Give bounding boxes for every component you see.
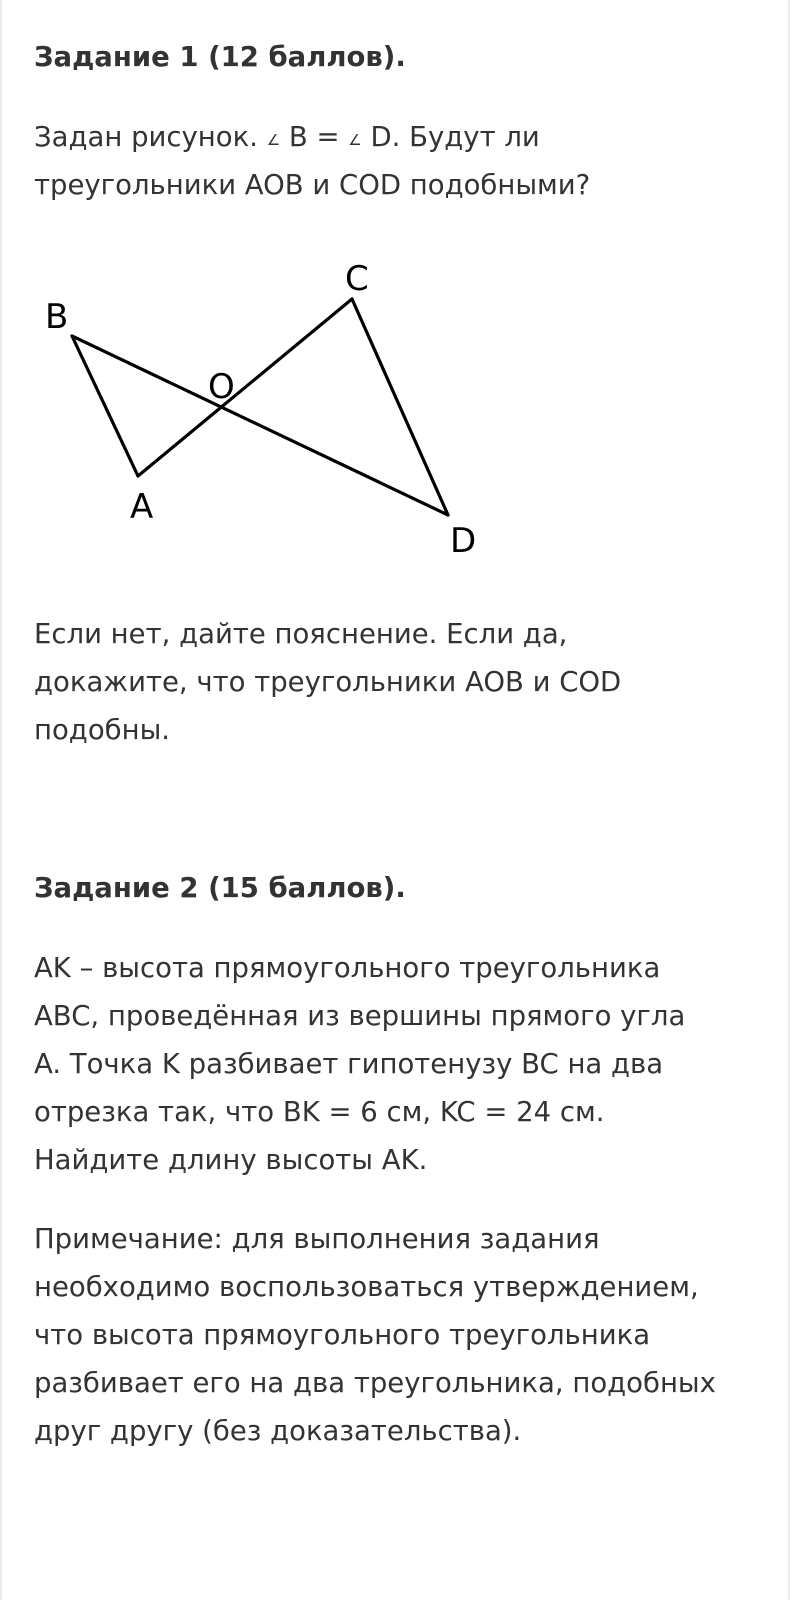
- segment-ba: [72, 336, 138, 476]
- task1-question-line: подобны.: [34, 714, 171, 746]
- task2-statement-line: ABC, проведённая из вершины прямого угла: [34, 1000, 686, 1032]
- task2-statement-line: A. Точка K разбивает гипотенузу BC на два: [34, 1048, 664, 1080]
- task2-note-line: что высота прямоугольного треугольника: [34, 1319, 651, 1351]
- point-label-o: O: [208, 367, 235, 407]
- task2-note-line: друг другу (без доказательства).: [34, 1415, 522, 1447]
- task2-statement-line: Найдите длину высоты AK.: [34, 1144, 428, 1176]
- task1-question-line: докажите, что треугольники AOB и COD: [34, 666, 622, 698]
- task1-statement: [34, 113, 754, 209]
- task2-heading: Задание 2 (15 баллов).: [34, 872, 406, 904]
- task1-statement-line-2: треугольники AOB и COD подобными?: [34, 169, 591, 201]
- task2-statement-line: AK – высота прямоугольного треугольника: [34, 952, 661, 984]
- task2-statement: [34, 944, 754, 1184]
- task1-heading: Задание 1 (12 баллов).: [34, 41, 406, 73]
- angle-symbol: ∠: [348, 131, 362, 149]
- task1-question: [34, 610, 754, 754]
- segment-ac: [138, 299, 352, 476]
- point-label-b: B: [45, 297, 69, 337]
- statement-text: B =: [280, 121, 349, 153]
- point-label-d: D: [450, 521, 477, 561]
- statement-text: D. Будут ли: [361, 121, 540, 153]
- task2-note-line: Примечание: для выполнения задания: [34, 1223, 600, 1255]
- task2-statement-line: отрезка так, что BK = 6 см, KC = 24 см.: [34, 1096, 605, 1128]
- geometry-figure: [34, 250, 494, 575]
- task2-note-line: разбивает его на два треугольника, подобных: [34, 1367, 716, 1399]
- statement-text: Задан рисунок.: [34, 121, 267, 153]
- task2-note-line: необходимо воспользоваться утверждением,: [34, 1271, 699, 1303]
- triangles-figure: [34, 250, 494, 570]
- angle-symbol: ∠: [266, 131, 281, 149]
- point-label-a: A: [130, 487, 154, 527]
- segment-cd: [352, 299, 448, 515]
- segment-bd: [72, 336, 448, 515]
- task1-statement-line-1: [34, 113, 754, 161]
- point-label-c: C: [345, 259, 369, 299]
- task1-question-line: Если нет, дайте пояснение. Если да,: [34, 618, 568, 650]
- task2-note: [34, 1215, 754, 1455]
